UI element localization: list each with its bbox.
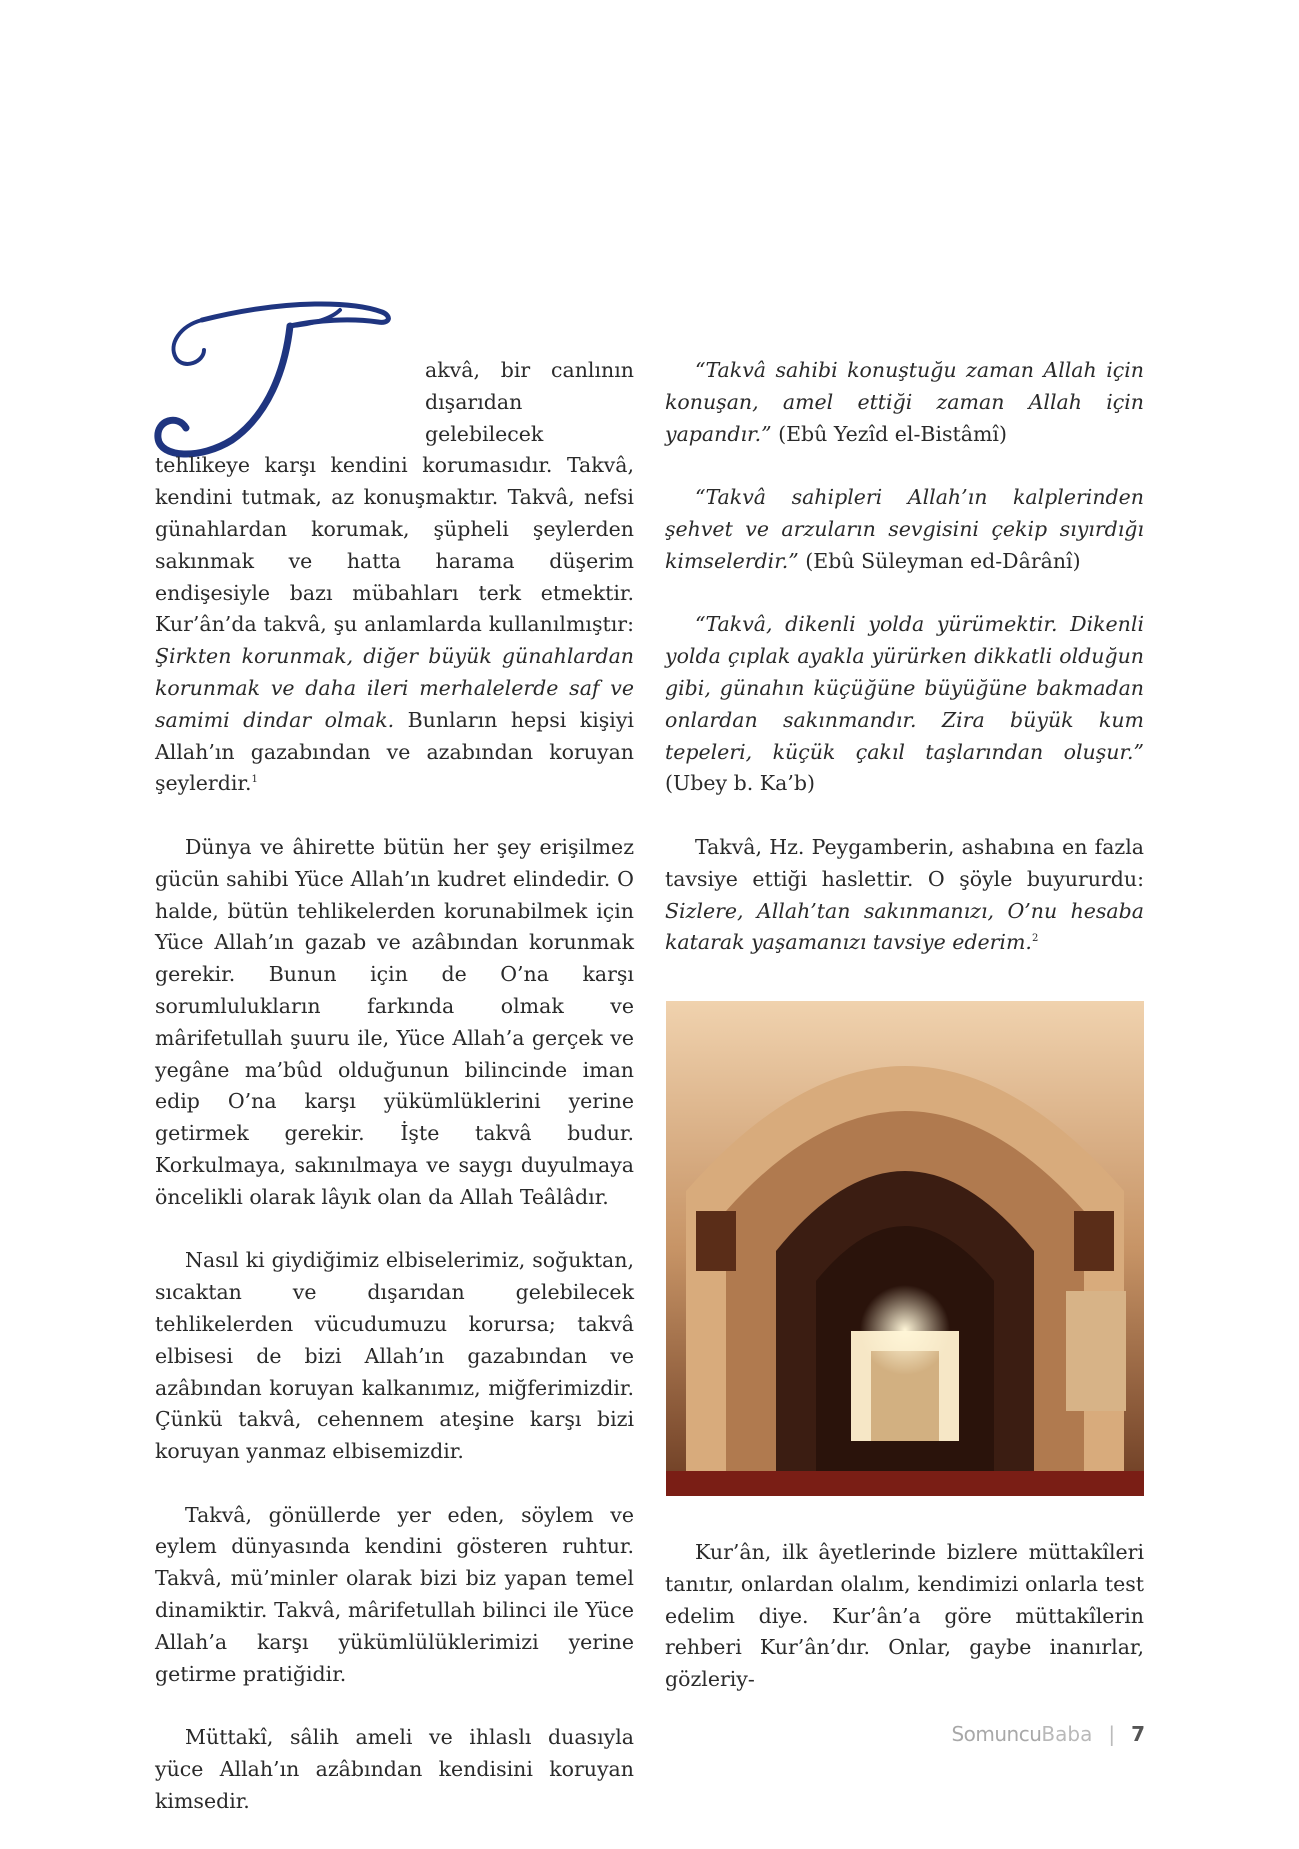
- quote-1-text: “Takvâ sahibi konuştuğu zaman Allah için konuşan, amel ettiği zaman Allah için yapandır.”: [665, 358, 1144, 446]
- paragraph-2: Dünya ve âhirette bütün her şey erişilmez gücün sahibi Yüce Allah’ın kudret elindedir. O halde, bütün tehlikelerden korunabilmek için Yüce Allah’ın gazab ve azâbından korunmak gerekir. Bunun için de O’na karşı sorumlulukların farkında olmak ve mârifetullah şuuru ile, Yüce Allah’a gerçek ve yegâne ma’bûd olduğunun bilincinde iman edip O’na karşı yükümlüklerini yerine getirmek gerekir. İşte takvâ budur. Korkulmaya, sakınılmaya ve saygı duyulmaya öncelikli olarak lâyık olan da Allah Teâlâdır.: [155, 834, 634, 1209]
- footer-separator: |: [1108, 1722, 1116, 1746]
- paragraph-5: Müttakî, sâlih ameli ve ihlaslı duasıyla yüce Allah’ın azâbından kendisini koruyan kimsedir.: [155, 1725, 634, 1813]
- footer-brand: [951, 1722, 1092, 1746]
- right-column: [665, 355, 1144, 991]
- quote-2: [665, 482, 1144, 577]
- page-footer: [951, 1722, 1145, 1746]
- hadith-italic: Sizlere, Allah’tan sakınmanızı, O’nu hesaba katarak yaşamanızı tavsiye ederim.: [665, 898, 1144, 955]
- paragraph-4: Takvâ, gönüllerde yer eden, söylem ve eylem dünyasında kendini gösteren ruhtur. Takvâ, mü’minler olarak bizi biz yapan temel dinamiktir. Takvâ, mârifetullah bilinci ile Yüce Allah’a karşı yükümlülüklerimizi yerine getirme pratiğidir.: [155, 1502, 634, 1686]
- quote-2-text: “Takvâ sahipleri Allah’ın kalplerinden şehvet ve arzuların sevgisini çekip sıyırdığı kimselerdir.”: [665, 485, 1144, 573]
- paragraph-quran: Kur’ân, ilk âyetlerinde bizlere müttakîleri tanıtır, onlardan olalım, kendimizi onlarla test edelim diye. Kur’ân’a göre müttakîlerin rehberi Kur’ân’dır. Onlar, gaybe inanırlar, gözleriy-: [665, 1540, 1144, 1692]
- hadith-intro: Takvâ, Hz. Peygamberin, ashabına en fazla tavsiye ettiği haslettir. O şöyle buyururdu:: [665, 834, 1144, 891]
- dropcap-space: [303, 355, 425, 450]
- quote-3-source: (Ubey b. Ka’b): [665, 771, 815, 796]
- paragraph-3: Nasıl ki giydiğimiz elbiselerimiz, soğuktan, sıcaktan ve dışarıdan gelebilecek tehlikelerden vücudumuzu korursa; takvâ elbisesi de bizi Allah’ın gazabından ve azâbından koruyan kalkanımız, miğferimizdir. Çünkü takvâ, cehennem ateşine karşı bizi koruyan yanmaz elbisemizdir.: [155, 1248, 634, 1464]
- mosque-interior-image-icon: [666, 1001, 1144, 1496]
- footer-brand-part2: Baba: [1041, 1722, 1093, 1746]
- intro-italic: Şirkten korunmak, diğer büyük günahlardan korunmak ve daha ileri merhalelerde saf ve samimi dindar olmak.: [155, 644, 634, 732]
- intro-paragraph: [155, 355, 634, 800]
- left-column: [155, 355, 634, 1849]
- intro-text: akvâ, bir canlının dışarıdan gelebilecek tehlikeye karşı kendini korumasıdır. Takvâ, kendini tutmak, az konuşmaktır. Takvâ, nefsi günahlardan korumak, şüpheli şeylerden sakınmak ve hatta harama düşerim endişesiyle bazı mübahları terk etmektir. Kur’ân’da takvâ, şu anlamlarda kullanılmıştır:: [155, 358, 634, 637]
- quote-3: [665, 609, 1144, 800]
- footer-brand-part1: Somuncu: [951, 1722, 1042, 1746]
- quote-1-source: (Ebû Yezîd el-Bistâmî): [771, 421, 1007, 446]
- footnote-marker[interactable]: 1: [251, 774, 258, 786]
- footnote-marker-2[interactable]: 2: [1031, 933, 1039, 945]
- intro-end: Bunların hepsi kişiyi Allah’ın gazabından ve azabından koruyan şeylerdir.: [155, 707, 634, 796]
- right-column-bottom: [665, 1537, 1144, 1728]
- page-number: 7: [1131, 1722, 1145, 1746]
- quote-2-source: (Ebû Süleyman ed-Dârânî): [798, 548, 1081, 573]
- quote-1: [665, 355, 1144, 450]
- mosque-interior-photo: [666, 1001, 1144, 1496]
- paragraph-hadith: [665, 832, 1144, 959]
- quote-3-text: “Takvâ, dikenli yolda yürümektir. Dikenli yolda çıplak ayakla yürürken dikkatli olduğun gibi, günahın küçüğüne büyüğüne bakmadan onlardan sakınmandır. Zira büyük kum tepeleri, küçük çakıl taşlarından oluşur.”: [665, 612, 1144, 764]
